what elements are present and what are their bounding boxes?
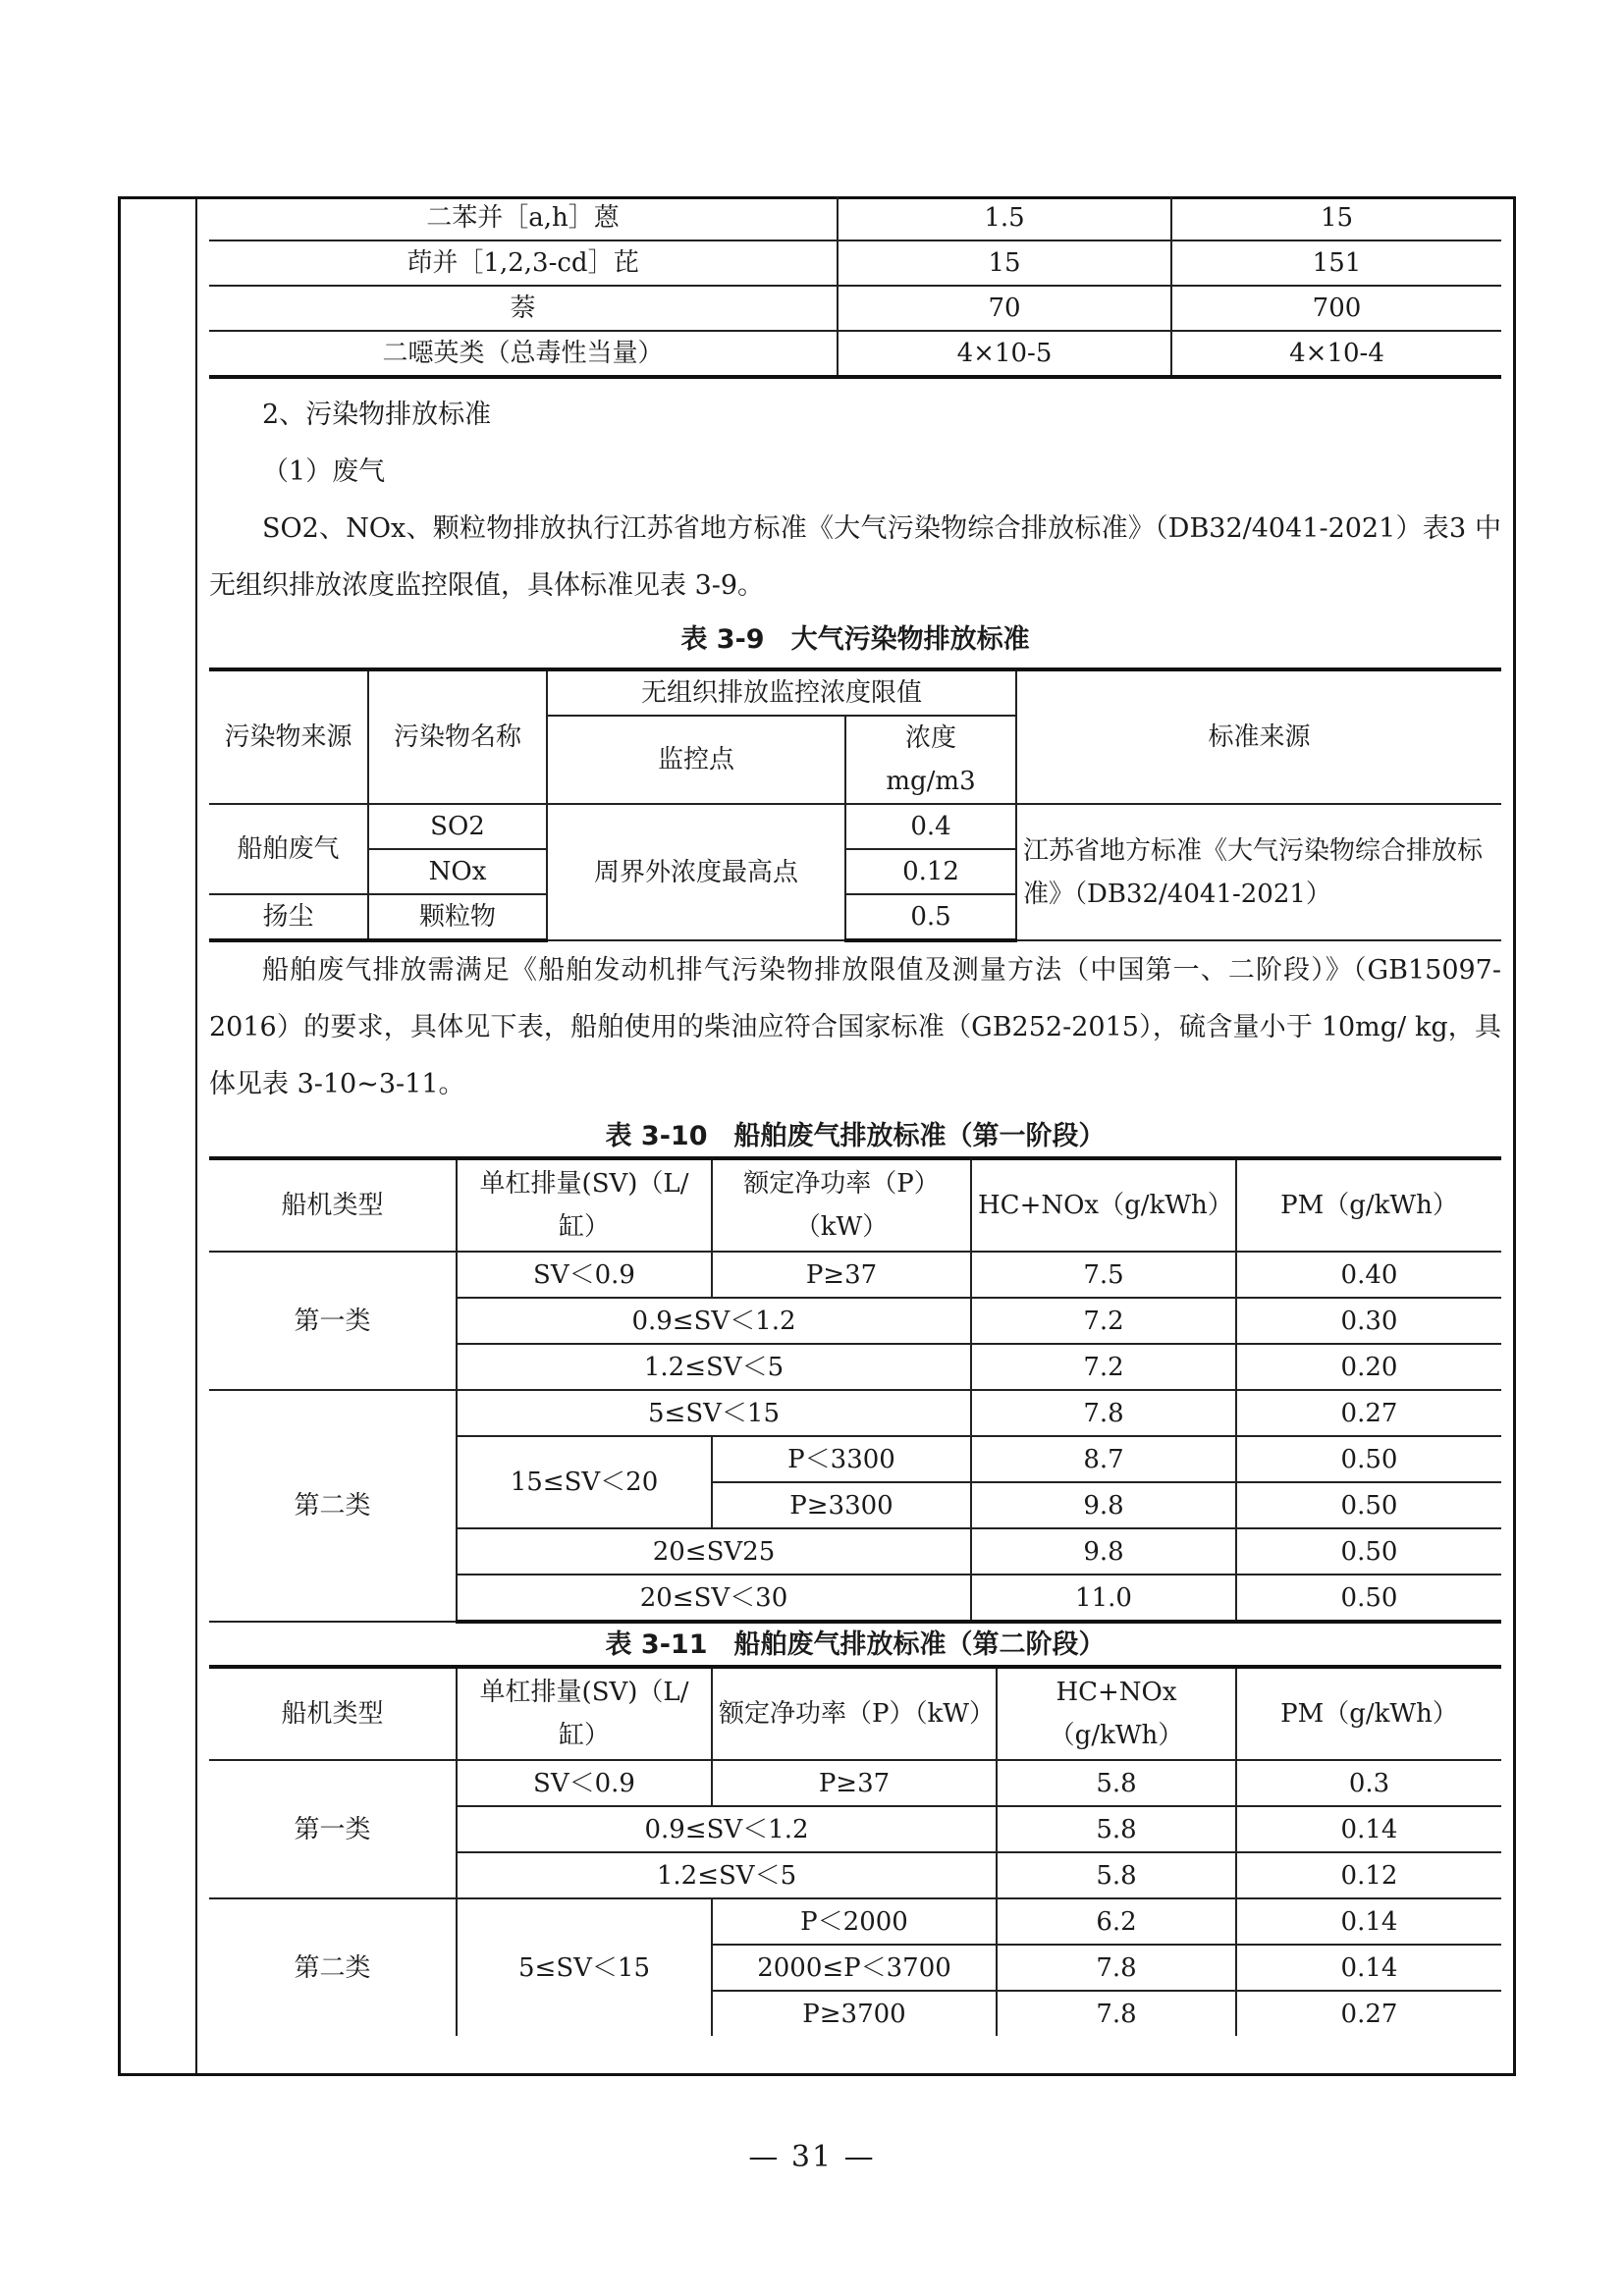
ship-exhaust-stage1-table	[209, 1156, 1501, 1624]
paragraph-ship-exhaust: 船舶废气排放需满足《船舶发动机排气污染物排放限值及测量方法（中国第一、二阶段）》（GB15097-2016）的要求，具体见下表，船舶使用的柴油应符合国家标准（GB252-2015），硫含量小于 10mg/ kg，具体见表 3-10~3-11。	[209, 955, 1501, 1099]
header-cell: 单杠排量(SV)（L/缸）	[457, 1158, 712, 1252]
paragraph-exhaust-standard: SO2、NOx、颗粒物排放执行江苏省地方标准《大气污染物综合排放标准》（DB32/4041-2021）表3 中无组织排放浓度监控限值，具体标准见表 3-9。	[209, 513, 1501, 601]
header-unit-label: mg/m3	[886, 767, 976, 796]
table-cell: 二苯并［a,h］蒽	[209, 196, 838, 240]
table-cell: 2000≤P＜3700	[712, 1945, 997, 1991]
table-cell: 4×10-5	[838, 331, 1171, 377]
header-cell: 船机类型	[209, 1667, 457, 1760]
table-cell: 0.27	[1236, 1991, 1501, 2036]
table-cell: P＜3300	[712, 1436, 971, 1482]
table-cell: 1.5	[838, 196, 1171, 240]
table-row	[209, 804, 1501, 849]
table-cell: 7.8	[997, 1991, 1236, 2036]
table-row	[209, 1898, 1501, 1945]
table-cell: 5≤SV＜15	[457, 1898, 712, 2036]
table-cell: 4×10-4	[1171, 331, 1501, 377]
table-cell: 船舶废气	[209, 804, 368, 894]
table-cell: 第一类	[209, 1760, 457, 1898]
table-caption: 表 3-10 船舶废气排放标准（第一阶段）	[605, 1121, 1106, 1151]
table-cell: 5≤SV＜15	[457, 1390, 971, 1436]
header-cell: PM（g/kWh）	[1236, 1158, 1501, 1252]
table-cell: P≥37	[712, 1252, 971, 1298]
pollutant-limit-table-continued	[209, 196, 1501, 379]
table-cell: 扬尘	[209, 894, 368, 940]
table-cell: 20≤SV＜30	[457, 1575, 971, 1622]
header-cell: 污染物来源	[209, 669, 368, 804]
table-row	[209, 1252, 1501, 1298]
header-cell: 额定净功率（P）（kW）	[712, 1667, 997, 1760]
table-cell: 0.14	[1236, 1898, 1501, 1945]
header-cell: 船机类型	[209, 1158, 457, 1252]
table-cell: 0.4	[845, 804, 1016, 849]
table-cell: 7.8	[971, 1390, 1236, 1436]
table-header-row	[209, 669, 1501, 716]
frame-left-column-divider	[195, 196, 197, 2076]
header-cell: 单杠排量(SV)（L/缸）	[457, 1667, 712, 1760]
table-cell: SO2	[368, 804, 547, 849]
section-heading: 2、污染物排放标准	[262, 400, 492, 430]
table-cell: SV＜0.9	[457, 1252, 712, 1298]
table-cell: P≥37	[712, 1760, 997, 1806]
ship-exhaust-stage2-table	[209, 1665, 1501, 2036]
header-concentration-label: 浓度	[905, 723, 957, 753]
table-cell: 5.8	[997, 1806, 1236, 1852]
table-cell: 0.14	[1236, 1806, 1501, 1852]
page-content	[209, 196, 1501, 2036]
table-row	[209, 1760, 1501, 1806]
table-cell: 0.27	[1236, 1390, 1501, 1436]
table-cell: 颗粒物	[368, 894, 547, 940]
table-cell: 6.2	[997, 1898, 1236, 1945]
table-cell: 7.5	[971, 1252, 1236, 1298]
table-cell: P≥3700	[712, 1991, 997, 2036]
table-cell: 萘	[209, 286, 838, 331]
table-cell: 151	[1171, 240, 1501, 286]
header-cell: 污染物名称	[368, 669, 547, 804]
table-cell: P＜2000	[712, 1898, 997, 1945]
table-cell: 7.8	[997, 1945, 1236, 1991]
header-cell: 标准来源	[1016, 669, 1501, 804]
table-cell: 1.2≤SV＜5	[457, 1852, 997, 1898]
header-cell: 额定净功率（P）（kW）	[712, 1158, 971, 1252]
table-cell: 15≤SV＜20	[457, 1436, 712, 1528]
table-cell: 0.50	[1236, 1528, 1501, 1575]
header-cell: PM（g/kWh）	[1236, 1667, 1501, 1760]
table-cell: 周界外浓度最高点	[547, 804, 845, 940]
table-cell: 0.50	[1236, 1436, 1501, 1482]
table-cell: P≥3300	[712, 1482, 971, 1528]
header-cell: HC+NOx（g/kWh）	[971, 1158, 1236, 1252]
header-cell: 无组织排放监控浓度限值	[547, 669, 1016, 716]
table-cell: 0.5	[845, 894, 1016, 940]
table-row	[209, 286, 1501, 331]
table-header-row	[209, 1158, 1501, 1252]
table-cell: 第二类	[209, 1898, 457, 2036]
air-pollutant-standard-table	[209, 667, 1501, 942]
table-cell: 第二类	[209, 1390, 457, 1622]
table-row	[209, 331, 1501, 377]
table-cell: 9.8	[971, 1528, 1236, 1575]
table-cell: 二噁英类（总毒性当量）	[209, 331, 838, 377]
table-row	[209, 1390, 1501, 1436]
table-cell: 江苏省地方标准《大气污染物综合排放标准》（DB32/4041-2021）	[1016, 804, 1501, 940]
table-row	[209, 196, 1501, 240]
table-cell: 茚并［1,2,3-cd］芘	[209, 240, 838, 286]
table-cell: 0.30	[1236, 1298, 1501, 1344]
table-cell: 0.20	[1236, 1344, 1501, 1390]
table-cell: 8.7	[971, 1436, 1236, 1482]
header-cell	[845, 716, 1016, 804]
table-cell: 1.2≤SV＜5	[457, 1344, 971, 1390]
header-cell: 监控点	[547, 716, 845, 804]
table-cell: 11.0	[971, 1575, 1236, 1622]
table-cell: 0.9≤SV＜1.2	[457, 1806, 997, 1852]
table-header-row	[209, 1667, 1501, 1760]
table-caption: 表 3-9 大气污染物排放标准	[680, 624, 1030, 655]
table-cell: 0.14	[1236, 1945, 1501, 1991]
table-cell: 9.8	[971, 1482, 1236, 1528]
table-cell: NOx	[368, 849, 547, 894]
table-cell: 700	[1171, 286, 1501, 331]
table-cell: SV＜0.9	[457, 1760, 712, 1806]
table-cell: 5.8	[997, 1760, 1236, 1806]
table-caption: 表 3-11 船舶废气排放标准（第二阶段）	[605, 1629, 1106, 1660]
table-cell: 7.2	[971, 1344, 1236, 1390]
table-cell: 0.3	[1236, 1760, 1501, 1806]
table-cell: 7.2	[971, 1298, 1236, 1344]
table-cell: 15	[838, 240, 1171, 286]
table-cell: 第一类	[209, 1252, 457, 1390]
table-cell: 5.8	[997, 1852, 1236, 1898]
table-row	[209, 240, 1501, 286]
table-cell: 0.40	[1236, 1252, 1501, 1298]
table-cell: 0.9≤SV＜1.2	[457, 1298, 971, 1344]
table-cell: 0.12	[1236, 1852, 1501, 1898]
section-subheading: （1）废气	[262, 456, 386, 487]
table-cell: 70	[838, 286, 1171, 331]
page-number: — 31 —	[748, 2140, 876, 2174]
table-cell: 15	[1171, 196, 1501, 240]
table-cell: 0.12	[845, 849, 1016, 894]
table-cell: 0.50	[1236, 1575, 1501, 1622]
header-cell: HC+NOx（g/kWh）	[997, 1667, 1236, 1760]
table-cell: 20≤SV25	[457, 1528, 971, 1575]
table-cell: 0.50	[1236, 1482, 1501, 1528]
